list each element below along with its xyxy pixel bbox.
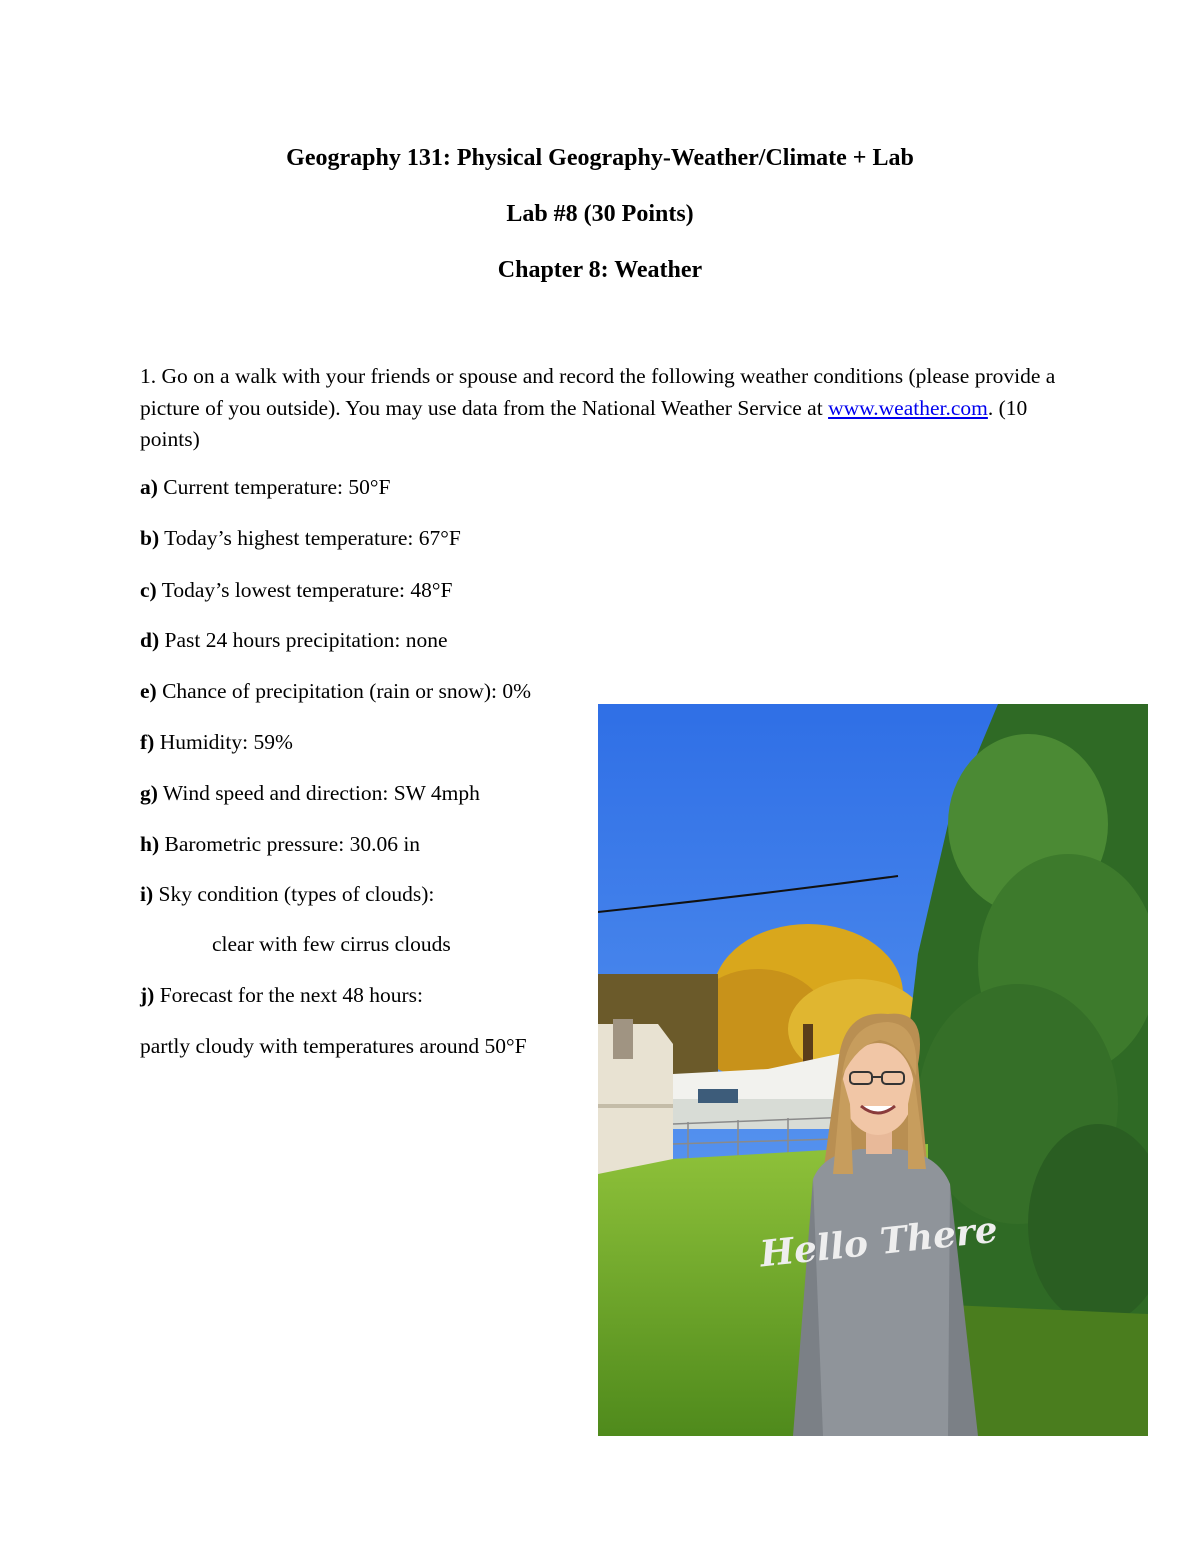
sweatshirt-text: Hello There bbox=[757, 1208, 1000, 1276]
house bbox=[598, 1019, 673, 1174]
lab-title: Lab #8 (30 Points) bbox=[506, 201, 694, 227]
chapter-title: Chapter 8: Weather bbox=[497, 257, 703, 283]
answer-b bbox=[140, 524, 461, 552]
answer-letter: d) bbox=[140, 628, 160, 652]
answer-letter: f) bbox=[140, 730, 155, 754]
answer-h bbox=[140, 830, 420, 858]
answer-text: Chance of precipitation (rain or snow): 0% bbox=[156, 679, 532, 703]
answer-letter: b) bbox=[140, 526, 160, 550]
answer-e bbox=[140, 677, 531, 705]
answer-text: Today’s lowest temperature: 48°F bbox=[156, 578, 453, 602]
answer-text: Today’s highest temperature: 67°F bbox=[159, 526, 461, 550]
question-points: . (10 points) bbox=[140, 395, 1028, 451]
answer-text: clear with few cirrus clouds bbox=[212, 932, 451, 956]
answer-f bbox=[140, 728, 293, 756]
answer-letter: g) bbox=[140, 781, 158, 805]
answer-letter: a) bbox=[140, 475, 158, 499]
answer-letter: c) bbox=[140, 578, 157, 602]
answer-text: partly cloudy with temperatures around 50°F bbox=[140, 1034, 527, 1058]
answer-letter: i) bbox=[140, 882, 154, 906]
answer-text: Past 24 hours precipitation: none bbox=[159, 628, 448, 652]
question-1 bbox=[140, 361, 1070, 456]
answer-i-detail bbox=[212, 930, 451, 958]
answer-i bbox=[140, 880, 434, 908]
answer-a bbox=[140, 473, 390, 501]
answer-g bbox=[140, 779, 480, 807]
answer-text: Barometric pressure: 30.06 in bbox=[159, 832, 421, 856]
answer-text: Sky condition (types of clouds): bbox=[153, 882, 435, 906]
answer-text: Wind speed and direction: SW 4mph bbox=[157, 781, 480, 805]
answer-letter: j) bbox=[140, 983, 155, 1007]
answer-letter: h) bbox=[140, 832, 160, 856]
answer-text: Humidity: 59% bbox=[154, 730, 293, 754]
course-title: Geography 131: Physical Geography-Weather/Climate + Lab bbox=[286, 145, 914, 171]
answer-text: Current temperature: 50°F bbox=[157, 475, 391, 499]
answer-letter: e) bbox=[140, 679, 157, 703]
question-text: 1. Go on a walk with your friends or spouse and record the following weather conditions (please provide a picture of you outside). You may use data from the National Weather Service at bbox=[140, 364, 1056, 420]
answer-c bbox=[140, 576, 452, 604]
outdoor-photo bbox=[598, 704, 1148, 1436]
answer-j bbox=[140, 981, 423, 1009]
answer-text: Forecast for the next 48 hours: bbox=[154, 983, 424, 1007]
answer-j-detail bbox=[140, 1032, 527, 1060]
weather-link[interactable]: www.weather.com bbox=[828, 395, 988, 420]
answer-d bbox=[140, 626, 448, 654]
